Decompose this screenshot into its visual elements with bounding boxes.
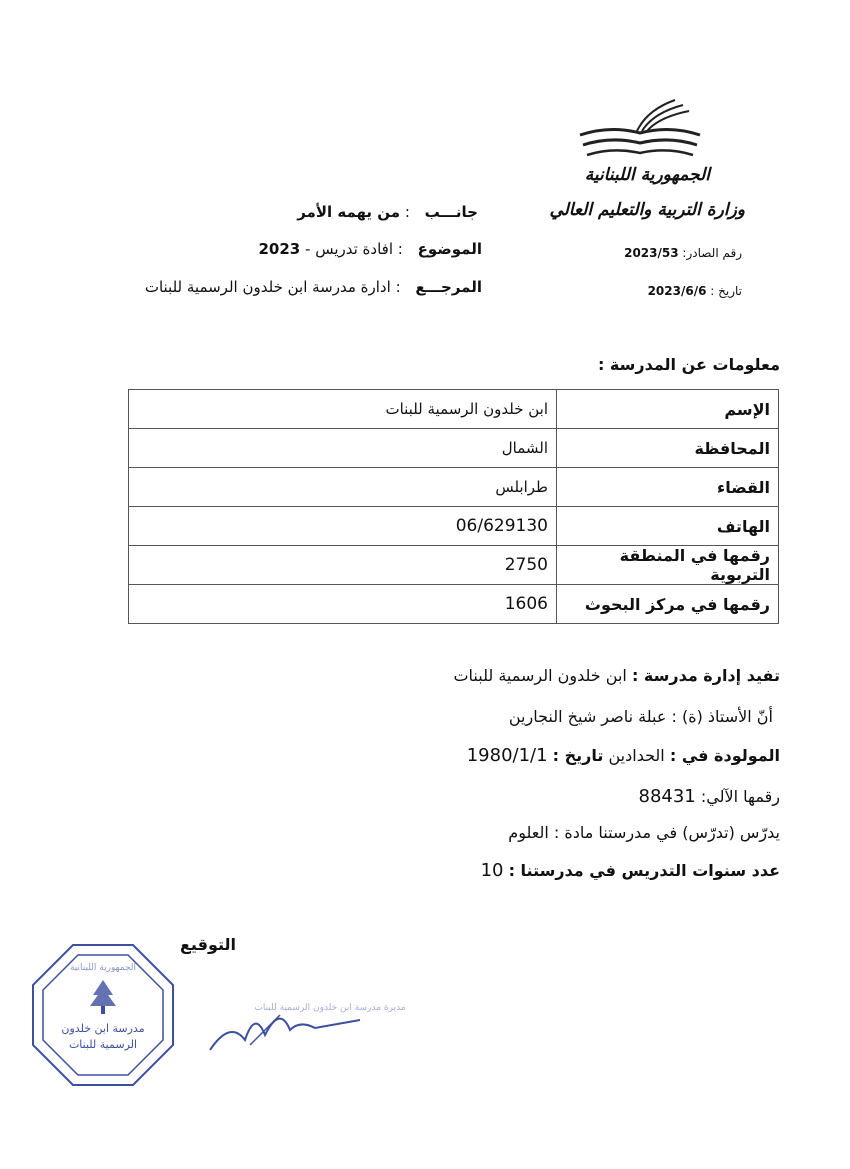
ministry-book-logo-icon: [575, 95, 705, 165]
statement-number-value: 88431: [638, 786, 696, 807]
statement-school-line: [453, 666, 780, 685]
issue-date-value: 2023/6/6: [647, 284, 707, 298]
issue-date-row: [648, 284, 742, 298]
table-row: [129, 429, 779, 468]
table-key-cell: رقمها في المنطقة التربوية: [557, 546, 779, 585]
stamp-rim-text: الجمهورية اللبنانية: [69, 963, 137, 973]
table-row: [129, 390, 779, 429]
republic-title: الجمهورية اللبنانية: [584, 165, 710, 185]
subject-year: 2023: [258, 240, 301, 258]
issue-number-label: رقم الصادر:: [682, 246, 742, 260]
table-row: [129, 468, 779, 507]
school-info-heading: معلومات عن المدرسة :: [597, 355, 780, 374]
table-value-cell: 1606: [129, 585, 557, 624]
statement-birth-date-label: تاريخ :: [552, 746, 604, 765]
table-row: [129, 546, 779, 585]
statement-number-line: [639, 786, 781, 807]
addressee-label: جانـــب: [424, 203, 478, 221]
table-key-cell: القضاء: [557, 468, 779, 507]
table-value-cell: ابن خلدون الرسمية للبنات: [129, 390, 557, 429]
statement-birth-label: المولودة في :: [669, 746, 780, 765]
stamp-center-line2: الرسمية للبنات: [68, 1038, 138, 1051]
statement-school-label: تفيد إدارة مدرسة :: [631, 666, 780, 685]
statement-teacher-label: أنّ الأستاذ (ة) :: [671, 707, 773, 726]
stamp-side-text: مديرة مدرسة ابن خلدون الرسمية للبنات: [254, 1003, 406, 1013]
table-key-cell: رقمها في مركز البحوث: [557, 585, 779, 624]
school-info-table: [128, 389, 779, 624]
addressee-value: من يهمه الأمر: [297, 203, 401, 221]
statement-subject-value: العلوم: [508, 823, 549, 842]
statement-birth-line: [467, 745, 780, 766]
signature-label: التوقيع: [180, 935, 236, 954]
stamp-center-line1: مدرسة ابن خلدون: [61, 1022, 145, 1035]
statement-years-line: [481, 860, 780, 881]
ministry-title: وزارة التربية والتعليم العالي: [549, 200, 745, 220]
statement-subject-label: يدرّس (تدرّس) في مدرستنا مادة :: [553, 823, 780, 842]
reference-label: المرجـــع: [415, 278, 482, 296]
statement-years-value: 10: [480, 860, 504, 881]
statement-teacher-value: عبلة ناصر شيخ النجارين: [508, 707, 667, 726]
table-key-cell: الإسم: [557, 390, 779, 429]
subject-text: افادة تدريس -: [300, 240, 394, 258]
table-key-cell: الهاتف: [557, 507, 779, 546]
reference-value: ادارة مدرسة ابن خلدون الرسمية للبنات: [144, 278, 391, 296]
issue-number-value: 2023/53: [624, 246, 679, 260]
table-row: [129, 585, 779, 624]
table-row: [129, 507, 779, 546]
table-value-cell: 2750: [129, 546, 557, 585]
addressee-row: جانـــب : من يهمه الأمر: [297, 203, 478, 221]
statement-birth-date: 1980/1/1: [466, 745, 548, 766]
subject-label: الموضوع: [417, 240, 482, 258]
statement-years-label: عدد سنوات التدريس في مدرستنا :: [508, 861, 780, 880]
table-value-cell: 06/629130: [129, 507, 557, 546]
issue-date-label: تاريخ :: [710, 284, 742, 298]
statement-teacher-line: [509, 707, 773, 726]
reference-row: المرجـــع : ادارة مدرسة ابن خلدون الرسمية للبنات: [144, 278, 482, 296]
statement-birth-place: الحدادين: [608, 746, 665, 765]
handwritten-signature-icon: [150, 990, 406, 1060]
table-key-cell: المحافظة: [557, 429, 779, 468]
issue-number-row: [624, 246, 742, 260]
statement-subject-line: [508, 823, 780, 842]
statement-school-value: ابن خلدون الرسمية للبنات: [453, 666, 627, 685]
subject-row: الموضوع : افادة تدريس - 2023: [258, 240, 482, 258]
table-value-cell: طرابلس: [129, 468, 557, 507]
table-value-cell: الشمال: [129, 429, 557, 468]
statement-number-label: رقمها الآلي:: [700, 787, 780, 806]
